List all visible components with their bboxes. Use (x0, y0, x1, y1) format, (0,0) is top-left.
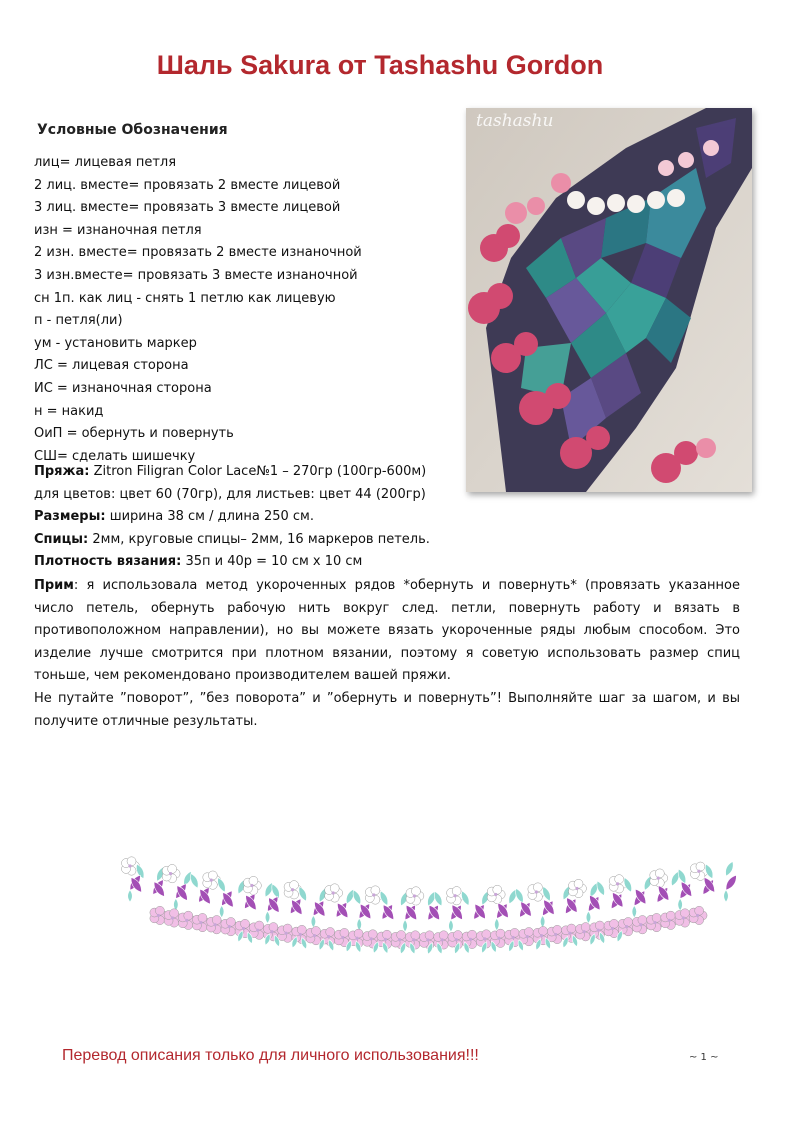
leaf-motif (265, 911, 270, 923)
leaf-motif (311, 916, 316, 928)
needles-label: Спицы: (34, 531, 89, 547)
legend-item: ЛС = лицевая сторона (34, 358, 189, 374)
legend-item: ИС = изнаночная сторона (34, 380, 212, 396)
leaf-motif (219, 906, 224, 918)
leaf-motif (357, 918, 362, 930)
legend-item: СШ= сделать шишечку (34, 448, 196, 464)
flower-motif (650, 869, 668, 887)
gauge-label: Плотность вязания: (34, 554, 182, 570)
photo-watermark: tashashu (476, 111, 554, 131)
note-paragraph (34, 575, 740, 688)
size-line (34, 506, 474, 529)
colors-line: для цветов: цвет 60 (70гр), для листьев: цвет 44 (200гр) (34, 486, 426, 502)
legend-item: ОиП = обернуть и повернуть (34, 426, 234, 442)
size-label: Размеры: (34, 509, 106, 525)
page-number: ~ 1 ~ (689, 1052, 719, 1063)
flower-motif (406, 887, 424, 905)
flower-motif (487, 885, 505, 903)
leaf-motif (494, 918, 499, 930)
needles-line (34, 529, 474, 552)
yarn-line (34, 461, 474, 484)
shawl-schematic (112, 852, 744, 962)
leaf-motif (632, 906, 637, 918)
note-label: Прим (34, 578, 74, 593)
leaf-motif (540, 916, 545, 928)
legend-item: 2 лиц. вместе= провязать 2 вместе лицевой (34, 177, 341, 193)
footer-notice: Перевод описания только для личного использования!!! (62, 1047, 479, 1064)
leaf-motif (723, 860, 735, 877)
flower-motif (689, 906, 707, 924)
note-warning: Не путайте ”поворот”, ”без поворота” и ”обернуть и повернуть”! Выполняйте шаг за шагом, и вы получите отличные результаты. (34, 691, 740, 729)
gauge-line (34, 551, 474, 574)
legend-heading: Условные Обозначения (37, 122, 228, 138)
shawl-photo-image (466, 108, 752, 492)
legend-item: ум - установить маркер (34, 335, 197, 351)
gauge-value: 35п и 40р = 10 см х 10 см (181, 554, 363, 570)
flower-motif (325, 884, 343, 902)
yarn-label: Пряжа: (34, 464, 90, 479)
leaf-motif (678, 899, 683, 911)
legend-item: лиц= лицевая петля (34, 155, 177, 170)
legend-list (34, 152, 362, 468)
flower-motif (568, 879, 586, 897)
leaf-motif (449, 920, 454, 932)
leaf-motif (723, 873, 739, 892)
needles-value: 2мм, круговые спицы– 2мм, 16 маркеров петель. (88, 531, 430, 547)
leaf-motif (128, 890, 133, 902)
shawl-photo (466, 108, 752, 492)
leaf-motif (724, 890, 729, 902)
leaf-motif (586, 911, 591, 923)
legend-item: п - петля(ли) (34, 313, 123, 329)
legend-item: 2 изн. вместе= провязать 2 вместе изнаночной (34, 245, 362, 261)
size-value: ширина 38 см / длина 250 см. (105, 509, 314, 525)
legend-item: 3 лиц. вместе= провязать 3 вместе лицевой (34, 200, 341, 216)
legend-item: изн = изнаночная петля (34, 222, 202, 238)
legend-item: 3 изн.вместе= провязать 3 вместе изнаночной (34, 267, 358, 283)
specs-block (34, 461, 474, 574)
yarn-value: Zitron Filigran Color Lace№1 – 270гр (100гр-600м) (89, 464, 427, 479)
legend-item: сн 1п. как лиц - снять 1 петлю как лицевую (34, 290, 336, 306)
leaf-motif (403, 920, 408, 932)
page-title: Шаль Sakura от Tashashu Gordon (156, 50, 604, 80)
flower-motif (162, 864, 180, 882)
legend-item: н = накид (34, 403, 104, 419)
note-text: : я использовала метод укороченных рядов *обернуть и повернуть* (провязать указанное число петель, обернуть рабочую нить вокруг след. петли, повернуть работу и вязать в противоположном направлении), но вы можете вязать укороченные ряды любым способом. Это изделие лучше смотрится при плотном вязании, поэтому я советую использовать размер спиц тоньше, чем рекомендовано производителем вашей пряжи. (34, 578, 740, 684)
flower-motif (243, 876, 261, 894)
